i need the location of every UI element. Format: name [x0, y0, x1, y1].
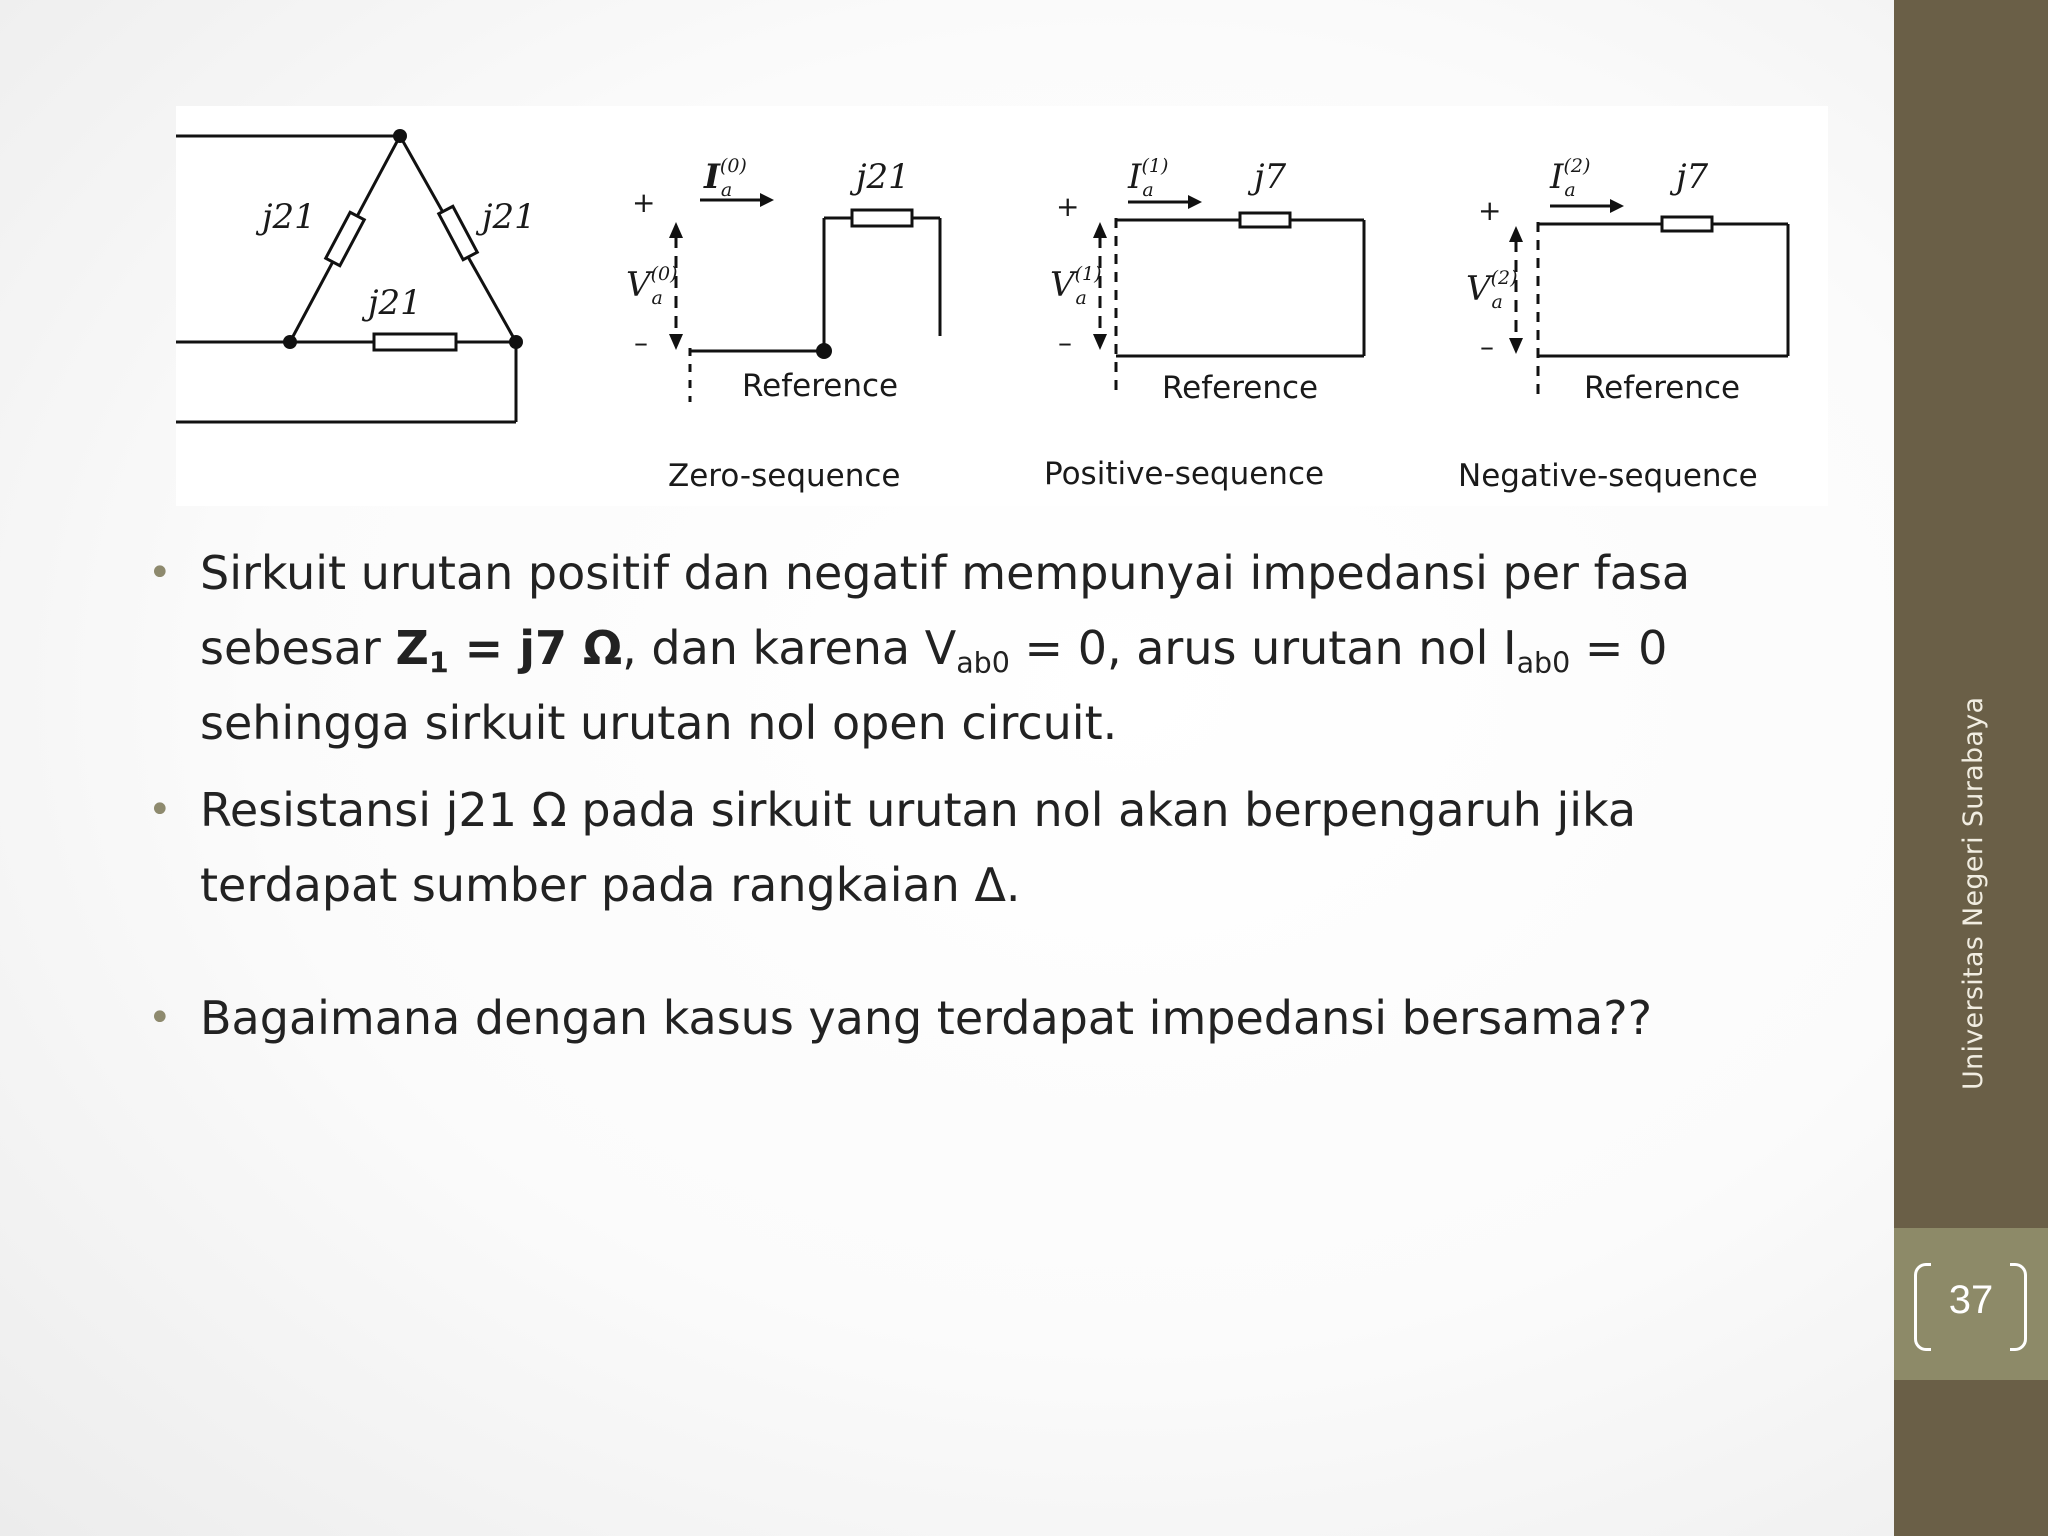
bullet-3-text: Bagaimana dengan kasus yang terdapat impedansi bersama?? — [200, 991, 1653, 1045]
negative-voltage-label: $V^{(2)}$ a — [1466, 267, 1518, 313]
positive-current-label: $I^{(1)}$ a — [1128, 155, 1169, 201]
zero-impedance-label: j21 — [856, 157, 910, 197]
delta-impedance-bottom — [374, 334, 456, 350]
positive-voltage-label: $V^{(1)}$ a — [1050, 263, 1102, 309]
bullet-2-text: Resistansi j21 Ω pada sirkuit urutan nol akan berpengaruh jika terdapat sumber pada rangkaian Δ. — [200, 783, 1637, 912]
bullet-item-3 — [146, 981, 1846, 1056]
bullet-1-text-a: Sirkuit urutan positif dan negatif mempunyai impedansi per fasa sebesar — [200, 546, 1691, 675]
negative-impedance-label: j7 — [1676, 157, 1709, 197]
zero-minus-sign: – — [634, 326, 648, 359]
delta-node-left — [283, 335, 297, 349]
zero-reference-label: Reference — [742, 368, 899, 404]
zero-caption: Zero-sequence — [668, 458, 901, 494]
positive-impedance — [1240, 213, 1290, 227]
positive-plus-sign: + — [1056, 190, 1080, 223]
delta-label-bottom: j21 — [368, 283, 422, 323]
delta-node-right — [509, 335, 523, 349]
negative-reference-label: Reference — [1584, 370, 1741, 406]
delta-label-right: j21 — [482, 197, 536, 237]
negative-voltage-arrowhead-up — [1509, 226, 1523, 242]
bullet-1-text-c: = 0, arus urutan nol I — [1009, 621, 1517, 675]
bullet-item-2 — [146, 773, 1846, 923]
zero-current-label: $I^{(0)}$ a — [704, 155, 747, 201]
positive-impedance-label: j7 — [1254, 157, 1287, 197]
delta-node-top — [393, 129, 407, 143]
zero-current-arrowhead — [760, 193, 774, 207]
positive-reference-label: Reference — [1162, 370, 1319, 406]
positive-current-arrowhead — [1188, 195, 1202, 209]
positive-caption: Positive-sequence — [1044, 456, 1325, 492]
page-number-box — [1894, 1228, 2048, 1380]
negative-voltage-arrowhead-down — [1509, 338, 1523, 354]
negative-minus-sign: – — [1480, 330, 1494, 363]
positive-voltage-arrowhead-up — [1093, 222, 1107, 238]
zero-voltage-arrowhead-up — [669, 222, 683, 238]
delta-label-left: j21 — [262, 197, 316, 237]
bullet-1-text-d: = 0 sehingga sirkuit urutan nol open circuit. — [200, 621, 1668, 750]
negative-current-arrowhead — [1610, 199, 1624, 213]
positive-minus-sign: – — [1058, 326, 1072, 359]
zero-plus-sign: + — [632, 186, 656, 219]
negative-plus-sign: + — [1478, 194, 1502, 227]
zero-impedance — [852, 210, 912, 226]
footer-institution: Universitas Negeri Surabaya — [1958, 696, 1989, 1090]
bullet-1-text-b: , dan karena V — [622, 621, 957, 675]
bullet-1-subscript-a: ab0 — [956, 646, 1010, 680]
sequence-network-figure — [176, 106, 1828, 506]
negative-caption: Negative-sequence — [1458, 458, 1758, 494]
zero-voltage-label: $V^{(0)}$ a — [626, 263, 678, 309]
delta-impedance-right — [439, 206, 478, 259]
zero-voltage-arrowhead-down — [669, 334, 683, 350]
negative-current-label: $I^{(2)}$ a — [1550, 155, 1591, 201]
zero-node — [816, 343, 832, 359]
page-number: 37 — [1948, 1278, 1994, 1322]
bullet-list — [146, 536, 1846, 1056]
circuit-diagram — [176, 106, 1828, 506]
negative-impedance — [1662, 217, 1712, 231]
bullet-1-formula: $Z_1 = j7$ Ω — [395, 621, 623, 680]
bullet-item-1 — [146, 536, 1846, 761]
positive-voltage-arrowhead-down — [1093, 334, 1107, 350]
bullet-1-subscript-b: ab0 — [1516, 646, 1571, 680]
delta-impedance-left — [326, 212, 365, 265]
